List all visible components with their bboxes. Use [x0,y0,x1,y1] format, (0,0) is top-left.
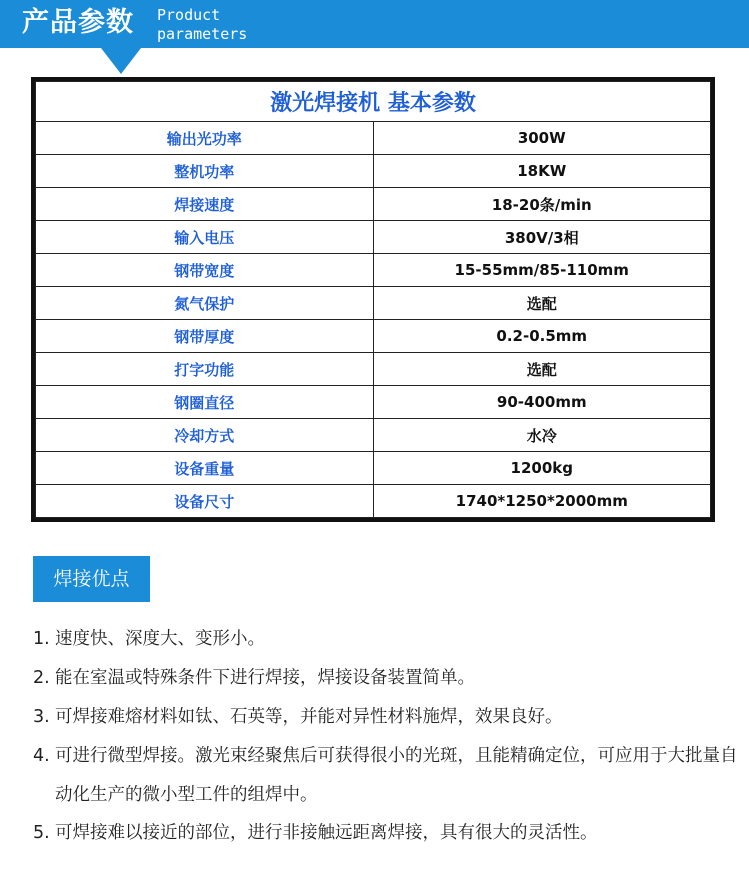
spec-table [31,77,715,522]
table-row [36,287,711,320]
advantages-list [33,627,738,860]
spec-name: 设备尺寸 [36,485,374,518]
spec-name: 冷却方式 [36,419,374,452]
table-row [36,254,711,287]
table-row [36,155,711,188]
spec-name: 设备重量 [36,452,374,485]
list-item-number: 1. [33,629,50,649]
list-item-number: 5. [33,823,50,843]
spec-name: 钢带宽度 [36,254,374,287]
spec-value: 300W [373,122,711,155]
header-bar [0,0,749,48]
subtitle-line-1: Product [157,6,221,24]
spec-name: 输出光功率 [36,122,374,155]
list-item-text: 能在室温或特殊条件下进行焊接，焊接设备装置简单。 [55,668,475,688]
spec-value: 15-55mm/85-110mm [373,254,711,287]
table-row [36,320,711,353]
header-pointer-icon [101,48,141,74]
spec-value: 选配 [373,353,711,386]
spec-value: 0.2-0.5mm [373,320,711,353]
spec-value: 1740*1250*2000mm [373,485,711,518]
table-row [36,188,711,221]
list-item-number: 3. [33,707,50,727]
spec-value: 水冷 [373,419,711,452]
list-item [33,737,738,815]
spec-value: 1200kg [373,452,711,485]
spec-value: 18KW [373,155,711,188]
spec-value: 选配 [373,287,711,320]
table-row [36,353,711,386]
list-item [33,821,738,846]
table-row [36,452,711,485]
table-row [36,221,711,254]
spec-name: 钢带厚度 [36,320,374,353]
subtitle-line-2: parameters [157,25,248,43]
spec-name: 钢圈直径 [36,386,374,419]
section-title: 产品参数 [22,7,134,38]
section-subtitle [157,6,247,44]
spec-name: 氮气保护 [36,287,374,320]
advantages-title: 焊接优点 [33,556,150,602]
spec-value: 90-400mm [373,386,711,419]
list-item-number: 4. [33,746,50,766]
list-item-text: 可焊接难以接近的部位，进行非接触远距离焊接，具有很大的灵活性。 [55,823,598,843]
table-row [36,386,711,419]
table-row [36,122,711,155]
table-row [36,485,711,518]
spec-value: 380V/3相 [373,221,711,254]
list-item [33,705,738,730]
spec-name: 焊接速度 [36,188,374,221]
list-item-text: 可进行微型焊接。激光束经聚焦后可获得很小的光斑，且能精确定位，可应用于大批量自动化生产的微小型工件的组焊中。 [55,746,738,805]
spec-name: 打字功能 [36,353,374,386]
spec-name: 输入电压 [36,221,374,254]
table-row [36,419,711,452]
list-item-text: 可焊接难熔材料如钛、石英等，并能对异性材料施焊，效果良好。 [55,707,563,727]
spec-value: 18-20条/min [373,188,711,221]
list-item-number: 2. [33,668,50,688]
spec-table-title: 激光焊接机 基本参数 [36,82,711,122]
list-item [33,666,738,691]
list-item-text: 速度快、深度大、变形小。 [55,629,265,649]
list-item [33,627,738,652]
spec-name: 整机功率 [36,155,374,188]
